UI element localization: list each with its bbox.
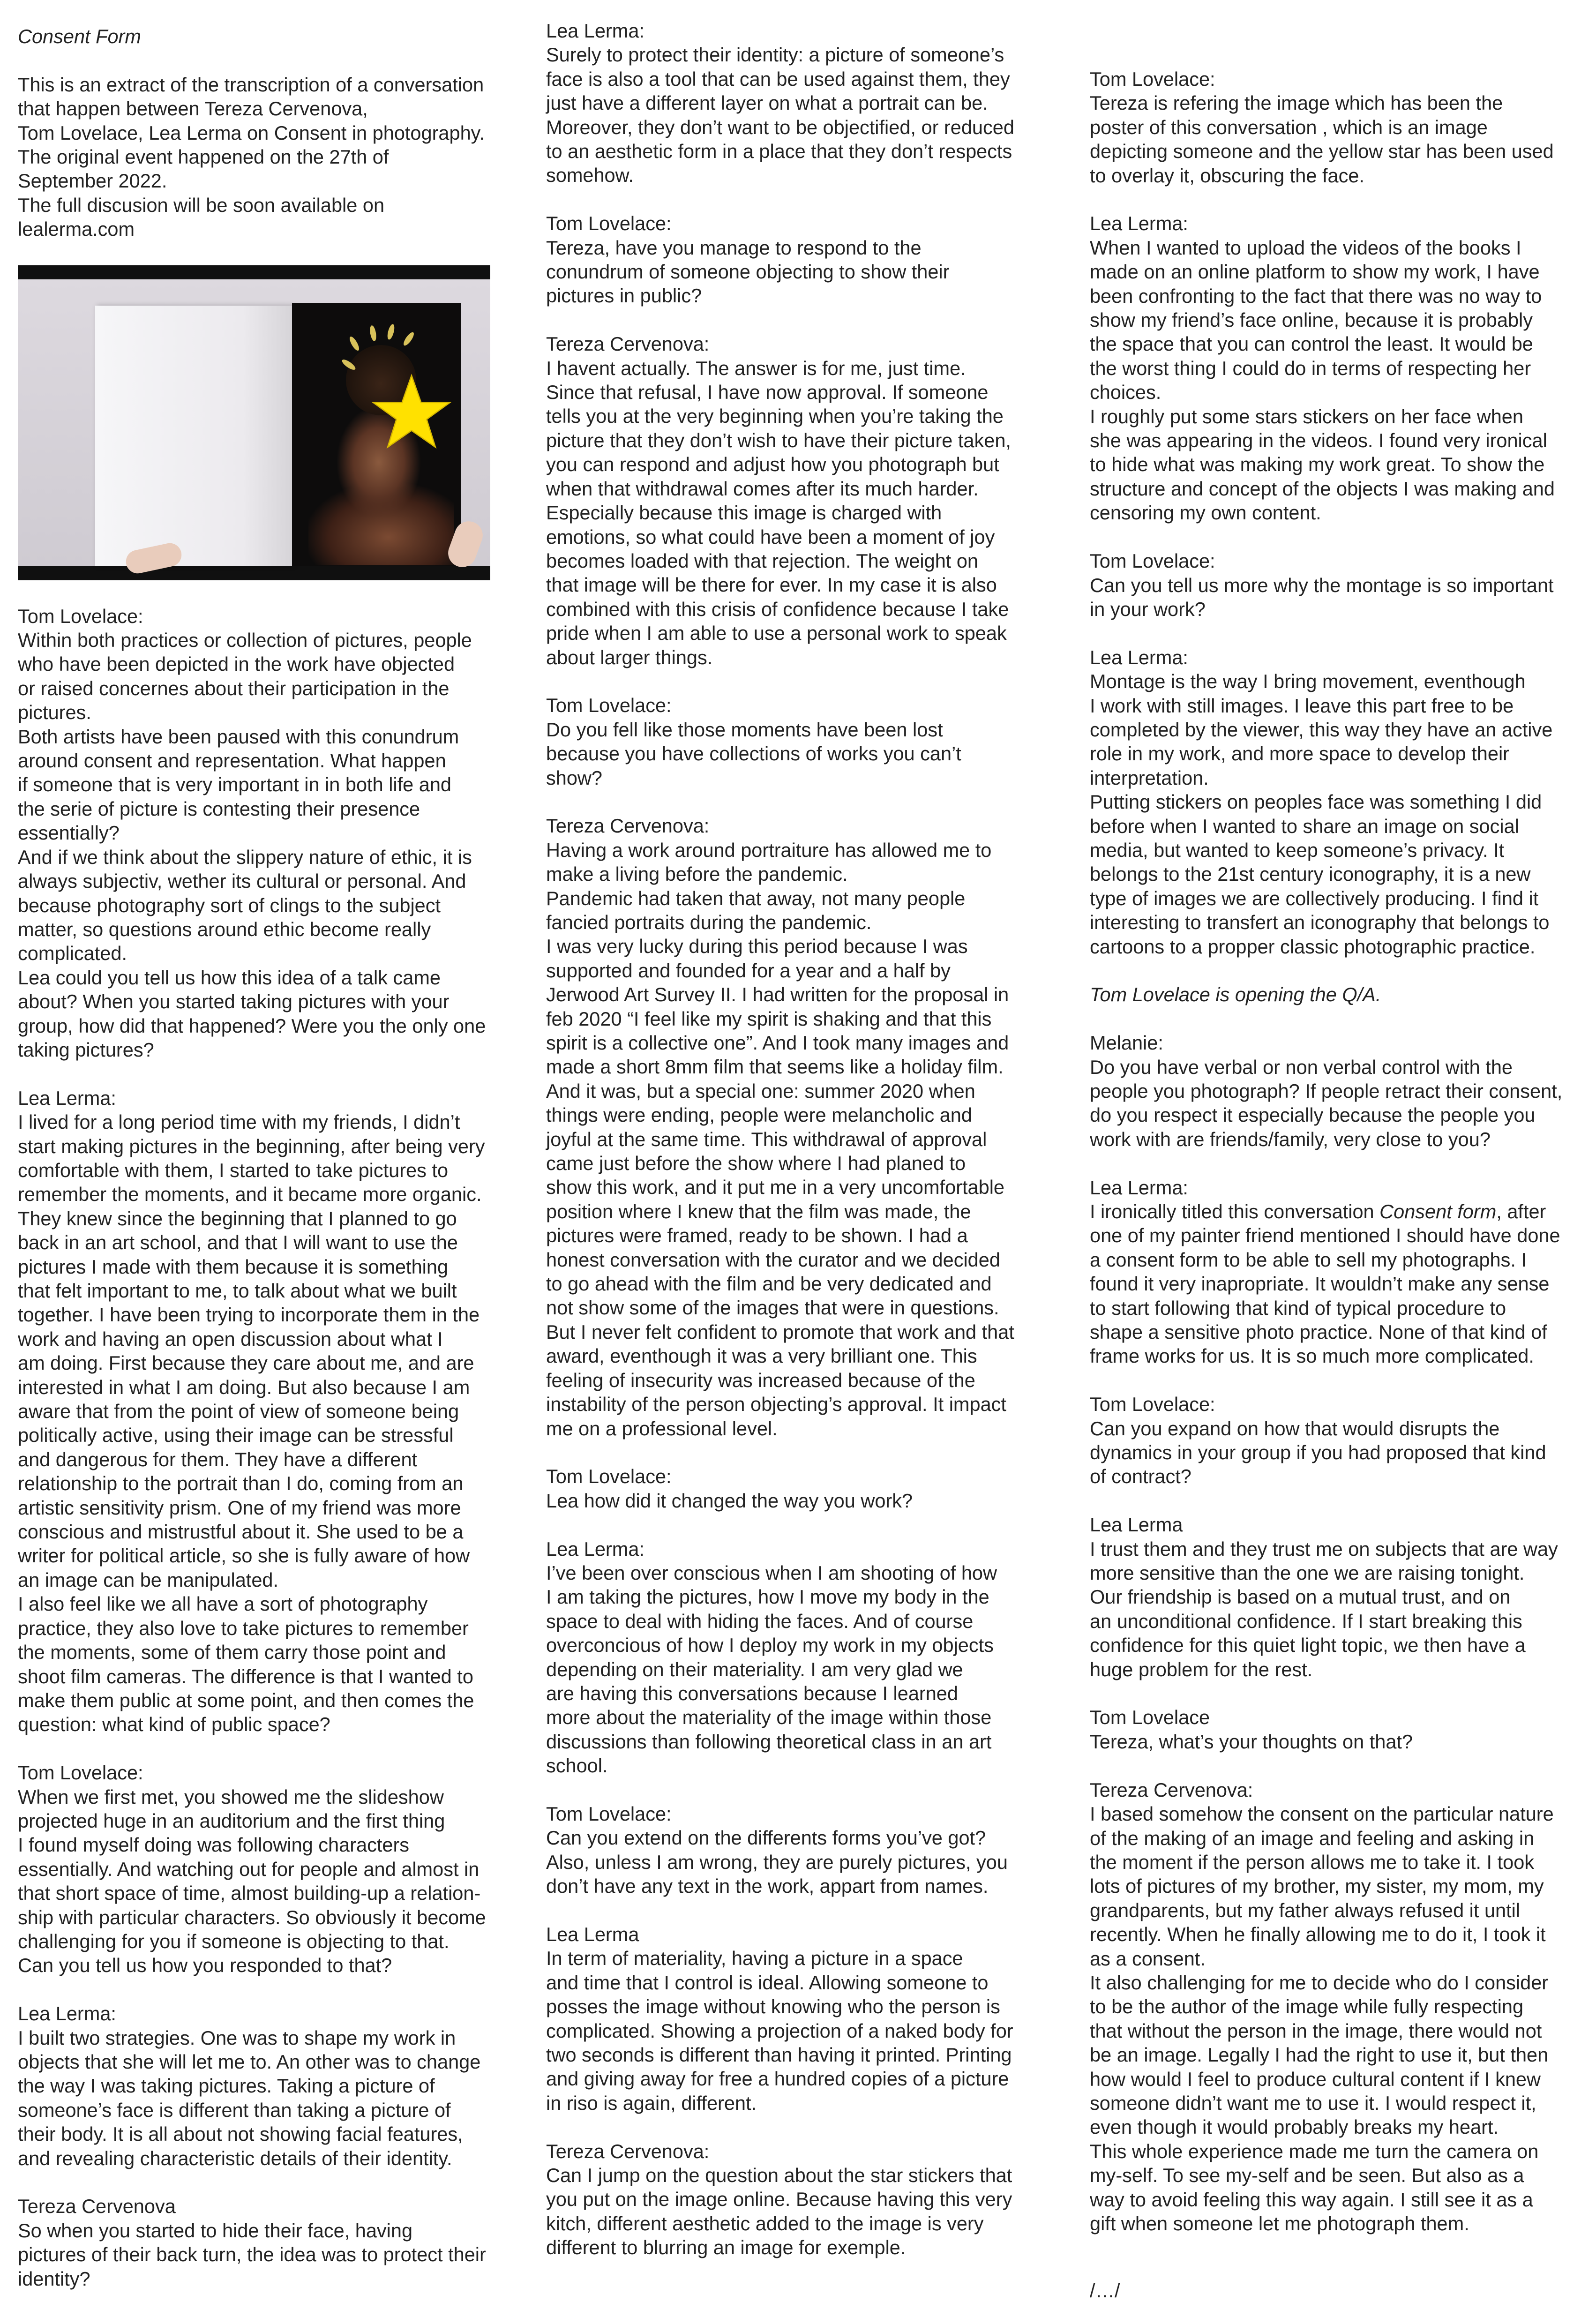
dialogue-block: Lea Lerma: I built two strategies. One was to shape my work in objects that she will let me to. An other was to change the way I was taking pictures. Taking a picture of someone’s face is different than taking a picture of their body. It is all about not showing facial features, and revealing characteristic details of their identity. — [18, 2002, 481, 2169]
column-right — [1090, 67, 1580, 2302]
speaker-label: Lea Lerma: — [1090, 1176, 1188, 1199]
dialogue-block: Tom Lovelace: Can you expand on how that would disrupts the dynamics in your group if you had proposed that kind of contract? — [1090, 1393, 1546, 1488]
dialogue-block: Lea Lerma: I’ve been over conscious when I am shooting of how I am taking the pictures, how I move my body in the space to deal with hiding the faces. And of course overconcious of how I deploy my work in my objects depending on their materiality. I am very glad we are having this conversations because I learned more about the materiality of the image within those discussions than following theoretical class in an art school. — [546, 1537, 997, 1777]
column-middle — [546, 19, 1036, 2260]
column-left — [18, 24, 508, 2291]
dialogue-block: Tom Lovelace: Can you extend on the differents forms you’ve got? Also, unless I am wrong, they are purely pictures, you don’t have any text in the work, appart from names. — [546, 1802, 1008, 1897]
dialogue-block: Tom Lovelace: Tereza is refering the image which has been the poster of this conversation , which is an image depicting someone and the yellow star has been used to overlay it, obscuring the face. — [1090, 68, 1554, 187]
dialogue-block: Tereza Cervenova So when you started to hide their face, having pictures of their back turn, the idea was to protect their identity? — [18, 2195, 486, 2290]
dialogue-block: Tom Lovelace: When we first met, you showed me the slideshow projected huge in an auditorium and the first thing I found myself doing was following characters essentially. And watching out for people and almost in that short space of time, almost building-up a relation- ship with particular characters. So obviously it become challenging for you if someone is objecting to that. Can you tell us how you responded to that? — [18, 1762, 486, 1977]
italic-title-span: Consent form — [1379, 1200, 1497, 1222]
dialogue-block: Tereza Cervenova: I havent actually. The answer is for me, just time. Since that refusal, I have now approval. If someone tells you at the very beginning when you’re taking the picture that they don’t wish to have their picture taken, you can respond and adjust how you photograph but when that withdrawal comes after its much harder. Especially because this image is charged with emotions, so what could have been a moment of joy becomes loaded with that rejection. The weight on that image will be there for ever. In my case it is also combined with this crisis of confidence because I take pride when I am able to use a personal work to speak about larger things. — [546, 333, 1011, 668]
dialogue-block: Melanie: Do you have verbal or non verbal control with the people you photograph? If people retract their consent, do you respect it especially because the people you work with are friends/family, very close to you? — [1090, 1032, 1563, 1150]
dialogue-block: Tom Lovelace: Lea how did it changed the way you work? — [546, 1465, 913, 1512]
consent-first-line — [1090, 1200, 1580, 1223]
open-book-photo — [18, 265, 490, 580]
text-span: , after — [1496, 1200, 1546, 1222]
dialogue-block: Tom Lovelace: Within both practices or collection of pictures, people who have been depicted in the work have objected or raised concernes about their participation in the pictures. Both artists have been paused with this conundrum around consent and representation. What happen if someone that is very important in in both life and the serie of picture is contesting their presence essentially? And if we think about the slippery nature of ethic, it is always subjectiv, wether its cultural or personal. And because photography sort of clings to the subject matter, so questions around ethic become really complicated. Lea could you tell us how this idea of a talk came about? When you started taking pictures with your group, how did that happened? Were you the only one taking pictures? — [18, 605, 486, 1061]
intro-paragraph: This is an extract of the transcription of a conversation that happen between Tereza Cervenova, Tom Lovelace, Lea Lerma on Consent in photography. The original event happened on the 27th of September 2022. The full discusion will be soon available on lealerma.com — [18, 73, 485, 240]
yellow-star-sticker-icon — [372, 373, 451, 453]
text-span: I ironically titled this conversation — [1090, 1200, 1380, 1222]
end-mark: /…/ — [1090, 2279, 1120, 2302]
consent-rest: one of my painter friend mentioned I should have done a consent form to be able to sell my photographs. I found it very inapropriate. It wouldn’t make any sense to start following that kind of typical procedure to shape a sensitive photo practice. None of that kind of frame works for us. It is so much more complicated. — [1090, 1224, 1560, 1367]
dialogue-block: Lea Lerma: When I wanted to upload the videos of the books I made on an online platform to show my work, I have been confronting to the fact that there was no way to show my friend’s face online, because it is probably the space that you can control the least. It would be the worst thing I could do in terms of respecting her choices. I roughly put some stars stickers on her face when she was appearing in the videos. I found very ironical to hide what was making my work great. To show the structure and concept of the objects I was making and censoring my own content. — [1090, 212, 1555, 524]
dialogue-block: Tereza Cervenova: Can I jump on the question about the star stickers that you put on the image online. Because having this very kitch, different aesthetic added to the image is very different to blurring an image for exemple. — [546, 2140, 1012, 2259]
dialogue-block: Lea Lerma: Surely to protect their identity: a picture of someone’s face is also a tool that can be used against them, they just have a different layer on what a portrait can be. Moreover, they don’t want to be objectified, or reduced to an aesthetic form in a place that they don’t respects somehow. — [546, 20, 1014, 187]
dialogue-block: Tom Lovelace: Can you tell us more why the montage is so important in your work? — [1090, 550, 1554, 620]
book-blank-page — [95, 306, 292, 566]
qa-note: Tom Lovelace is opening the Q/A. — [1090, 983, 1381, 1006]
dialogue-block: Lea Lerma In term of materiality, having a picture in a space and time that I control is ideal. Allowing someone to posses the image without knowing who the person is complicated. Showing a projection of a naked body for two seconds is different than having it printed. Printing and giving away for free a hundred copies of a picture in riso is again, different. — [546, 1923, 1013, 2114]
consent-form-block — [1090, 1176, 1580, 1368]
dialogue-block: Lea Lerma: I lived for a long period time with my friends, I didn’t start making pictures in the beginning, after being very comfortable with them, I started to take pictures to remember the moments, and it became more organic. They knew since the beginning that I planned to go back in an art school, and that I will want to use the pictures I made with them because it is something that felt important to me, to talk about what we built together. I have been trying to incorporate them in the work and having an open discussion about what I am doing. First because they care about me, and are interested in what I am doing. But also because I am aware that from the point of view of someone being politically active, using their image can be stressful and dangerous for them. They have a different relationship to the portrait than I do, coming from an artistic sensitivity prism. One of my friend was more conscious and mistrustful about it. She used to be a writer for political article, so she is fully aware of how an image can be manipulated. I also feel like we all have a sort of photography practice, they also love to take pictures to remember the moments, some of them carry those point and shoot film cameras. The difference is that I wanted to make them public at some point, and then comes the question: what kind of public space? — [18, 1087, 485, 1736]
dialogue-block: Lea Lerma I trust them and they trust me on subjects that are way more sensitive than the one we are raising tonight. Our friendship is based on a mutual trust, and on an unconditional confidence. If I start breaking this confidence for this quiet light topic, we then have a huge problem for the rest. — [1090, 1514, 1558, 1680]
dialogue-block: Tom Lovelace: Tereza, have you manage to respond to the conundrum of someone objecting to show their pictures in public? — [546, 212, 950, 307]
dialogue-block: Tom Lovelace Tereza, what’s your thoughts on that? — [1090, 1706, 1413, 1753]
document-title: Consent Form — [18, 25, 141, 47]
dialogue-block: Tom Lovelace: Do you fell like those moments have been lost because you have collections of works you can’t show? — [546, 694, 961, 789]
dialogue-block: Lea Lerma: Montage is the way I bring movement, eventhough I work with still images. I leave this part free to be completed by the viewer, this way they have an active role in my work, and more space to develop their interpretation. Putting stickers on peoples face was something I did before when I wanted to share an image on social media, but wanted to keep someone’s privacy. It belongs to the 21st century iconography, it is a new type of images we are collectively producing. I find it interesting to transfert an iconography that belongs to cartoons to a propper classic photographic practice. — [1090, 646, 1553, 958]
dialogue-block: Tereza Cervenova: I based somehow the consent on the particular nature of the making of an image and feeling and asking in the moment if the person allows me to take it. I took lots of pictures of my brother, my sister, my mom, my grandparents, but my father always refused it until recently. When he finally allowing me to do it, I took it as a consent. It also challenging for me to decide who do I consider to be the author of the image while fully respecting that without the person in the image, there would not be an image. Legally I had the right to use it, but then how would I feel to produce cultural content if I knew someone didn’t want me to use it. I would respect it, even though it would probably breaks my heart. This whole experience made me turn the camera on my-self. To see my-self and be seen. But also as a way to avoid feeling this way again. I still see it as a gift when someone let me photograph them. — [1090, 1778, 1554, 2235]
dialogue-block: Tereza Cervenova: Having a work around portraiture has allowed me to make a living before the pandemic. Pandemic had taken that away, not many people fancied portraits during the pandemic. I was very lucky during this period because I was supported and founded for a year and a half by Jerwood Art Survey II. I had written for the proposal in feb 2020 “I feel like my spirit is shaking and that this spirit is a collective one”. And I took many images and made a short 8mm film that seems like a holiday film. And it was, but a special one: summer 2020 when things were ending, people were melancholic and joyful at the same time. This withdrawal of approval came just before the show where I had planed to show this work, and it put me in a very uncomfortable position where I knew that the film was made, the pictures were framed, ready to be shown. I had a honest conversation with the curator and we decided to go ahead with the film and be very dedicated and not show some of the images that were in questions. But I never felt confident to promote that work and that award, eventhough it was a very brilliant one. This feeling of insecurity was increased because of the instability of the person objecting’s approval. It impact me on a professional level. — [546, 815, 1014, 1440]
